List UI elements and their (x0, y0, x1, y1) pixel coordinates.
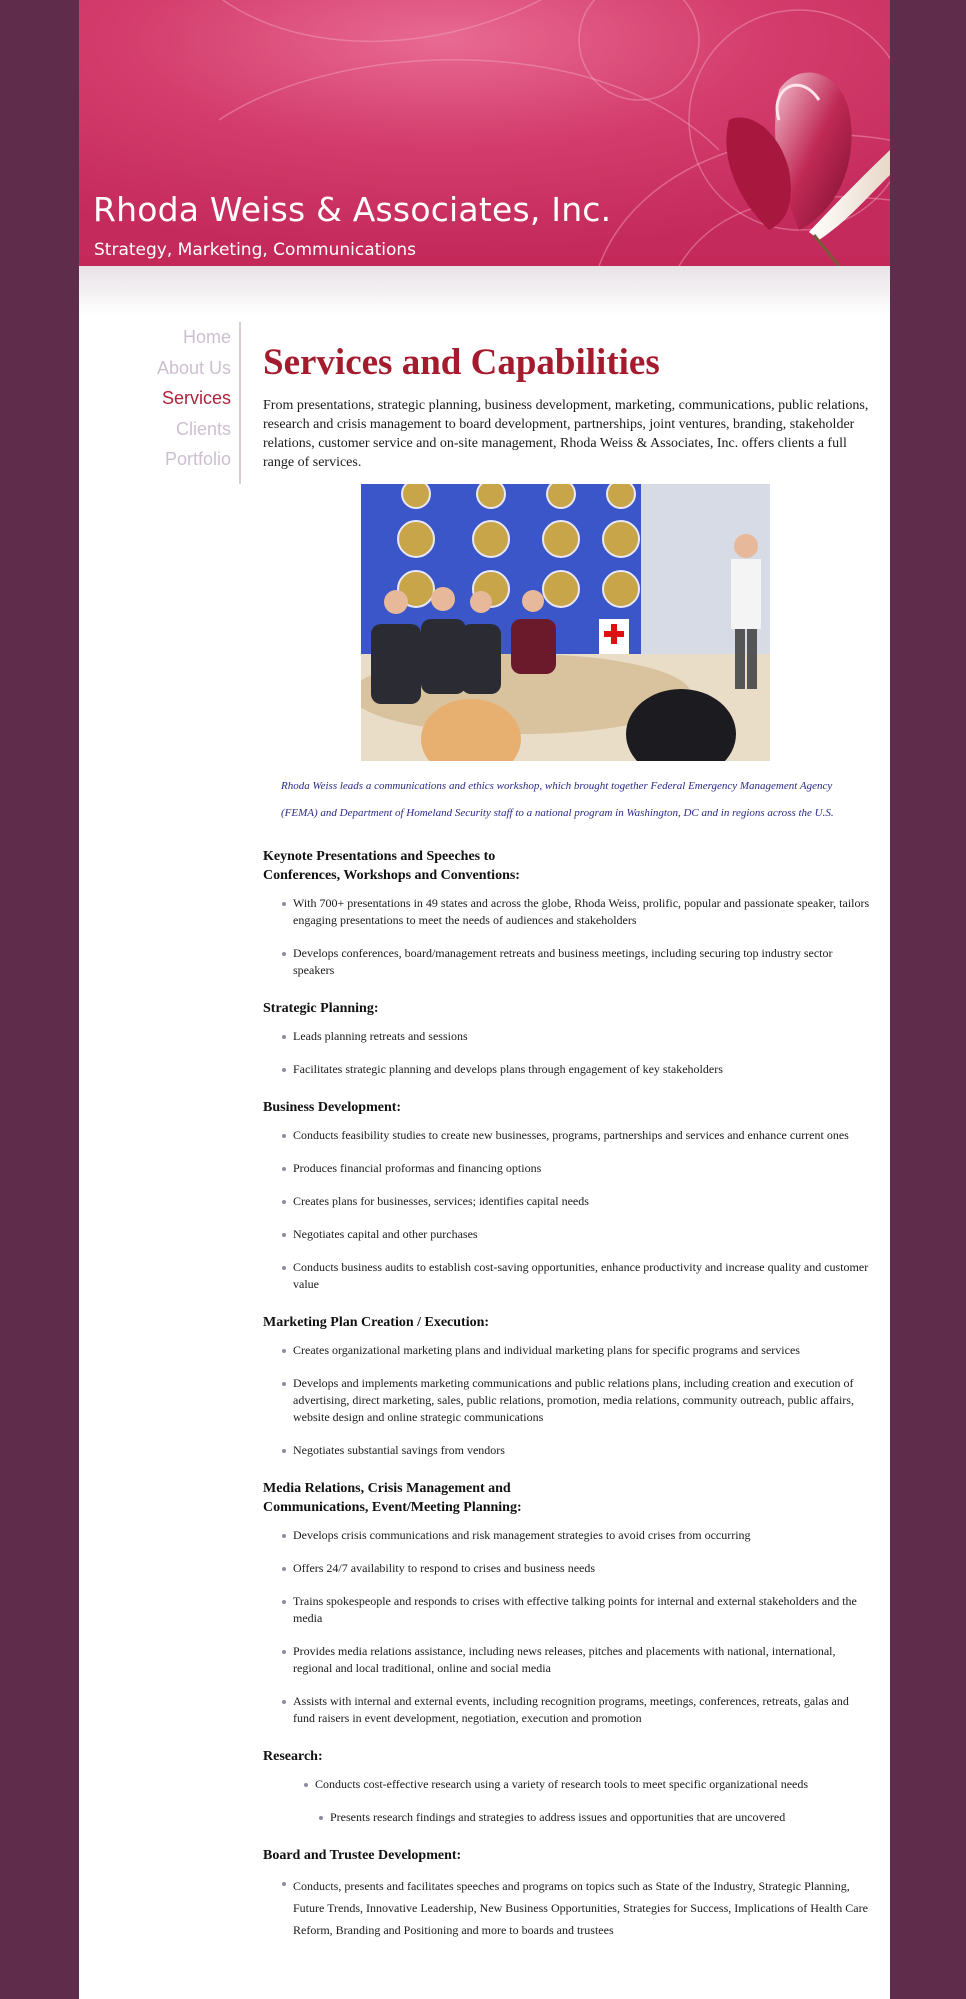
section-list (263, 1776, 873, 1826)
list-item: Conducts business audits to establish cost-saving opportunities, enhance productivity and increase quality and customer value (263, 1259, 873, 1293)
section-media-relations (263, 1479, 873, 1727)
main-content (263, 338, 873, 1957)
photo-caption: Rhoda Weiss leads a communications and ethics workshop, which brought together Federal Emergency Management Agency (FEMA) and Department of Homeland Security staff to a national program in Washington, DC and in regions across the U.S. (281, 780, 834, 819)
nav-item-services[interactable]: Services (161, 388, 231, 408)
photo-image (361, 484, 770, 761)
list-item: Develops conferences, board/management retreats and business meetings, including securing top industry sector speakers (263, 945, 873, 979)
list-item: Provides media relations assistance, including news releases, pitches and placements with national, international, regional and local traditional, online and social media (263, 1643, 873, 1677)
list-item: Creates plans for businesses, services; identifies capital needs (263, 1193, 873, 1210)
section-marketing-plan (263, 1313, 873, 1459)
main-nav (79, 322, 241, 484)
list-item: Develops crisis communications and risk management strategies to avoid crises from occurring (263, 1527, 873, 1544)
section-list (263, 1127, 873, 1293)
section-heading: Media Relations, Crisis Management and Communications, Event/Meeting Planning: (263, 1481, 522, 1515)
section-heading: Business Development: (263, 1100, 402, 1115)
list-item: Negotiates capital and other purchases (263, 1226, 873, 1243)
nav-item-clients[interactable]: Clients (175, 418, 231, 439)
section-heading: Research: (263, 1749, 323, 1764)
section-research (263, 1747, 873, 1826)
page-title: Services and Capabilities (263, 342, 660, 383)
section-list (263, 1342, 873, 1459)
list-item: With 700+ presentations in 49 states and across the globe, Rhoda Weiss, prolific, popular and passionate speaker, tailors engaging presentations to meet the needs of audiences and stakeholders (263, 895, 873, 929)
section-list (263, 1028, 873, 1078)
section-board-development (263, 1846, 873, 1941)
section-list (263, 1875, 873, 1941)
section-heading: Marketing Plan Creation / Execution: (263, 1315, 490, 1330)
page-container (79, 0, 890, 1999)
list-item: Assists with internal and external events, including recognition programs, meetings, conferences, retreats, galas and fund raisers in event development, negotiation, execution and promotion (263, 1693, 873, 1727)
site-title: Rhoda Weiss & Associates, Inc. (93, 190, 612, 229)
workshop-photo (361, 484, 770, 761)
list-item: Produces financial proformas and financing options (263, 1160, 873, 1177)
nav-item-portfolio[interactable]: Portfolio (164, 449, 231, 469)
list-item: Presents research findings and strategies to address issues and opportunities that are uncovered (263, 1809, 873, 1826)
section-business-development (263, 1098, 873, 1293)
list-item: Conducts cost-effective research using a variety of research tools to meet specific organizational needs (263, 1776, 873, 1793)
section-list (263, 1527, 873, 1727)
section-heading: Board and Trustee Development: (263, 1848, 462, 1863)
site-tagline: Strategy, Marketing, Communications (94, 240, 417, 260)
section-list (263, 895, 873, 979)
list-item: Conducts, presents and facilitates speeches and programs on topics such as State of the Industry, Strategic Planning, Future Trends, Innovative Leadership, New Business Opportunities, Strategies for Success, Implications of Health Care Reform, Branding and Positioning and more to boards and trustees (263, 1875, 873, 1941)
list-item: Conducts feasibility studies to create new businesses, programs, partnerships and services and enhance current ones (263, 1127, 873, 1144)
list-item: Trains spokespeople and responds to crises with effective talking points for internal and external stakeholders and the media (263, 1593, 873, 1627)
header-fade (79, 266, 890, 316)
list-item: Creates organizational marketing plans and individual marketing plans for specific programs and services (263, 1342, 873, 1359)
nav-item-home[interactable]: Home (182, 327, 231, 347)
intro-paragraph: From presentations, strategic planning, business development, marketing, communications, public relations, research and crisis management to board development, partnerships, joint ventures, branding, stakeholder relations, customer service and on-site management, Rhoda Weiss & Associates, Inc. offers clients a full range of services. (263, 398, 869, 470)
section-heading: Keynote Presentations and Speeches to Conferences, Workshops and Conventions: (263, 849, 520, 883)
list-item: Offers 24/7 availability to respond to crises and business needs (263, 1560, 873, 1577)
section-strategic-planning (263, 999, 873, 1078)
section-keynote (263, 847, 873, 979)
list-item: Facilitates strategic planning and develops plans through engagement of key stakeholders (263, 1061, 873, 1078)
list-item: Leads planning retreats and sessions (263, 1028, 873, 1045)
list-item: Negotiates substantial savings from vendors (263, 1442, 873, 1459)
section-heading: Strategic Planning: (263, 1001, 379, 1016)
nav-item-about-us[interactable]: About Us (156, 357, 231, 378)
list-item: Develops and implements marketing communications and public relations plans, including creation and execution of advertising, direct marketing, sales, public relations, promotion, media relations, community outreach, public affairs, website design and online strategic communications (263, 1375, 873, 1426)
header-banner (79, 0, 890, 266)
